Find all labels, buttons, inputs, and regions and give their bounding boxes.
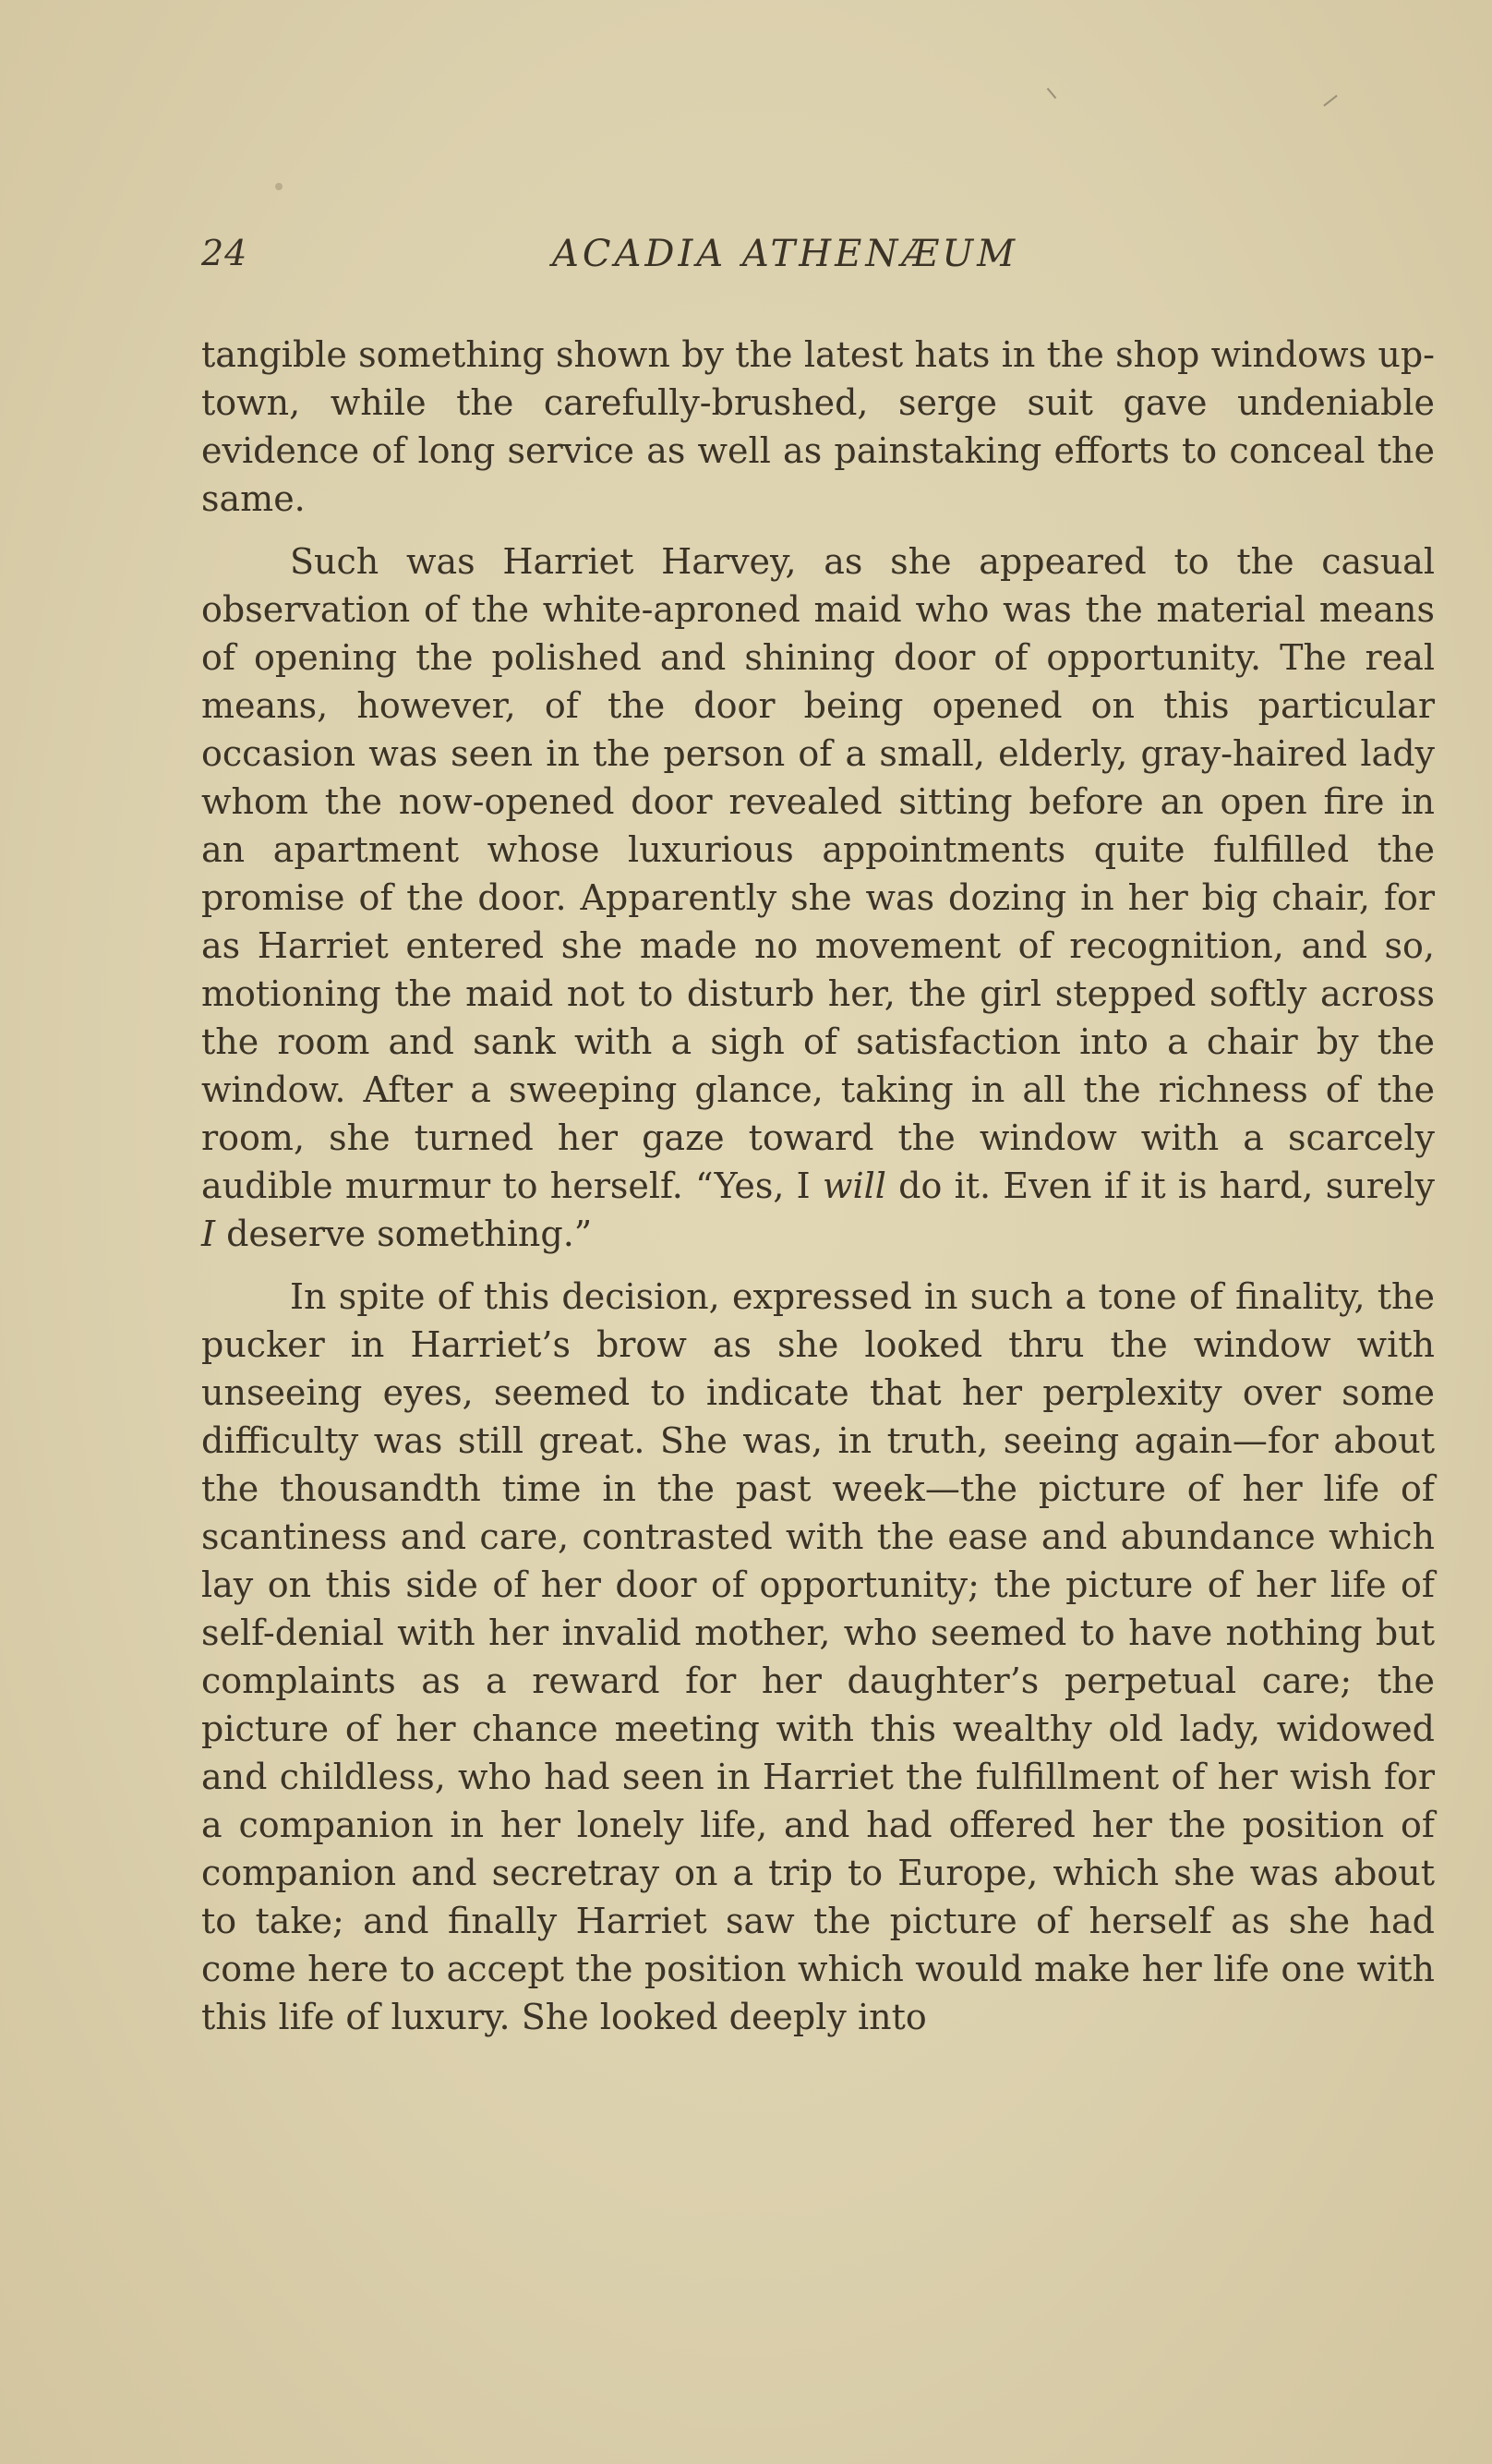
paper-speck [275, 183, 283, 190]
paragraph-text: Such was Harriet Harvey, as she appeared to the casual observation of the white-aproned maid who was the material means of opening the polished and shining door of opportunity. The real means, however, of the door being opened on this particular occasion was seen in the person of a small, elderly, gray-haired lady whom the now-opened door revealed sitting before an open fire in an apartment whose luxurious appointments quite fulfilled the promise of the door. Apparently she was dozing in her big chair, for as Harriet entered she made no movement of recognition, and so, motioning the maid not to disturb her, the girl stepped softly across the room and sank with a sigh of satisfaction into a chair by the window. After a sweeping glance, taking in all the richness of the room, she turned her gaze toward the window with a scarcely audible murmur to herself. [201, 541, 1435, 1206]
page-header [201, 233, 1438, 292]
paper-mark [1323, 95, 1337, 107]
paragraph: tangible something shown by the latest hats in the shop windows up-town, while the carefully-brushed, serge suit gave undeniable evidence of long service as well as painstaking efforts to conceal the same. [201, 334, 1435, 519]
paragraph [201, 537, 1435, 1258]
quote-text: do it. Even if it is hard, surely [885, 1166, 1435, 1206]
paper-mark [1047, 88, 1057, 99]
paragraph: In spite of this decision, expressed in such a tone of finality, the pucker in Harriet’s brow as she looked thru the window with unseeing eyes, seemed to indicate that her perplexity over some difficulty was still great. She was, in truth, seeing again—for about the thousandth time in the past week—the picture of her life of scantiness and care, contrasted with the ease and abundance which lay on this side of her door of opportunity; the picture of her life of self-denial with her invalid mother, who seemed to have nothing but complaints as a reward for her daughter’s perpetual care; the picture of her chance meeting with this wealthy old lady, widowed and childless, who had seen in Harriet the fulfillment of her wish for a companion in her lonely life, and had offered her the position of companion and secretray on a trip to Europe, which she was about to take; and finally Harriet saw the picture of herself as she had come here to accept the position which would make her life one with this life of luxury. She looked deeply into [201, 1276, 1435, 2037]
page-number: 24 [201, 233, 248, 273]
running-title: ACADIA ATHENÆUM [552, 233, 1019, 275]
emphasis: will [822, 1166, 886, 1206]
quote-text: deserve something.” [215, 1214, 593, 1254]
body-text [201, 331, 1435, 2041]
quote-text: “Yes, I [695, 1166, 823, 1206]
emphasis: I [201, 1214, 216, 1254]
